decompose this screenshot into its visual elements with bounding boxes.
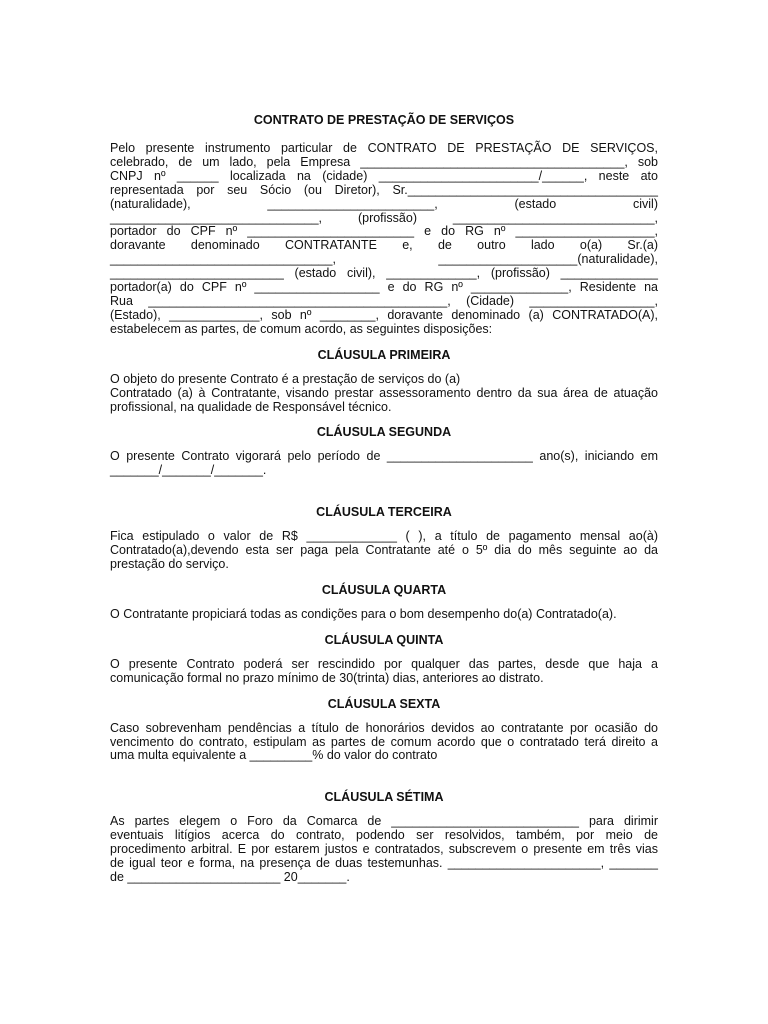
clause-line: vencimento do contrato, estipulam as partes de comum acordo que o contratado terá direito a (110, 734, 658, 749)
clause-line: de igual teor e forma, na presença de duas testemunhas. ______________________, _______ (110, 856, 658, 871)
clause-text-sexta (110, 722, 658, 764)
clause-line: comunicação formal no prazo mínimo de 30(trinta) dias, anteriores ao distrato. (110, 670, 544, 685)
clause-heading-primeira: CLÁUSULA PRIMEIRA (317, 347, 451, 362)
clause-heading-setima: CLÁUSULA SÉTIMA (324, 790, 444, 805)
intro-line: celebrado, de um lado, pela Empresa ______________________________________, sob (110, 154, 658, 169)
intro-line: (naturalidade), ________________________, (estado civil) (110, 196, 658, 211)
clause-text-terceira (110, 530, 658, 572)
intro-line: representada por seu Sócio (ou Diretor), Sr.____________________________________ (110, 182, 658, 197)
intro-line: ______________________________, (profissão) _____________________________, (110, 210, 658, 225)
clause-text-primeira (110, 373, 658, 415)
clause-line: eventuais litígios acerca do contrato, podendo ser resolvidos, também, por meio de (110, 828, 658, 843)
intro-line: (Estado), _____________, sob nº ________, doravante denominado (a) CONTRATADO(A), (110, 307, 658, 322)
clause-line: Contratado(a),devendo esta ser paga pela Contratante até o 5º dia do mês seguinte ao da (110, 543, 658, 558)
clause-heading-terceira: CLÁUSULA TERCEIRA (316, 505, 452, 520)
clause-line: _______/_______/_______. (110, 463, 267, 478)
intro-line: _________________________ (estado civil), _____________, (profissão) ______________ (110, 266, 658, 281)
clause-line: prestação do serviço. (110, 557, 229, 572)
clause-line: O presente Contrato vigorará pelo período de _____________________ ano(s), iniciando em (110, 449, 658, 464)
intro-line: doravante denominado CONTRATANTE e, de outro lado o(a) Sr.(a) (110, 238, 658, 253)
clause-line: Contratado (a) à Contratante, visando prestar assessoramento dentro da sua área de atuação (110, 385, 658, 400)
clause-heading-segunda: CLÁUSULA SEGUNDA (316, 425, 452, 440)
clause-text-quarta (110, 608, 658, 622)
intro-line: portador(a) do CPF nº __________________ e do RG nº ______________, Residente na (110, 280, 658, 295)
clause-line: profissional, na qualidade de Responsável técnico. (110, 399, 392, 414)
clause-line: O objeto do presente Contrato é a prestação de serviços do (a) (110, 371, 461, 386)
document-title: CONTRATO DE PRESTAÇÃO DE SERVIÇOS (253, 113, 515, 127)
contract-document (110, 112, 658, 885)
intro-line: Pelo presente instrumento particular de CONTRATO DE PRESTAÇÃO DE SERVIÇOS, (110, 141, 658, 155)
intro-line: portador do CPF nº ________________________ e do RG nº ____________________, (110, 224, 658, 239)
clause-line: procedimento arbitral. E por estarem justos e contratados, subscrevem o presente em três vias (110, 842, 658, 857)
intro-line: CNPJ nº ______ localizada na (cidade) _______________________/______, neste ato (110, 168, 658, 183)
clause-line: O presente Contrato poderá ser rescindido por qualquer das partes, desde que haja a (110, 656, 658, 671)
clause-heading-sexta: CLÁUSULA SEXTA (327, 696, 441, 711)
intro-line: estabelecem as partes, de comum acordo, as seguintes disposições: (110, 321, 493, 336)
intro-line: ________________________________, ____________________(naturalidade), (110, 252, 658, 267)
clause-text-segunda (110, 450, 658, 478)
intro-paragraph (110, 142, 658, 337)
clause-line: Fica estipulado o valor de R$ _____________ ( ), a título de pagamento mensal ao(à) (110, 529, 658, 544)
clause-line: Caso sobrevenham pendências a título de honorários devidos ao contratante por ocasião do (110, 720, 658, 735)
clause-heading-quinta: CLÁUSULA QUINTA (324, 632, 444, 647)
intro-line: Rua ___________________________________________, (Cidade) __________________, (110, 293, 658, 308)
clause-line: uma multa equivalente a _________% do valor do contrato (110, 748, 438, 763)
clause-line: O Contratante propiciará todas as condições para o bom desempenho do(a) Contratado(a). (110, 606, 617, 621)
clause-line: de ______________________ 20_______. (110, 870, 350, 884)
clause-text-quinta (110, 658, 658, 686)
clause-heading-quarta: CLÁUSULA QUARTA (321, 582, 447, 597)
clause-line: As partes elegem o Foro da Comarca de ___________________________ para dirimir (110, 814, 658, 829)
clause-text-setima (110, 815, 658, 885)
